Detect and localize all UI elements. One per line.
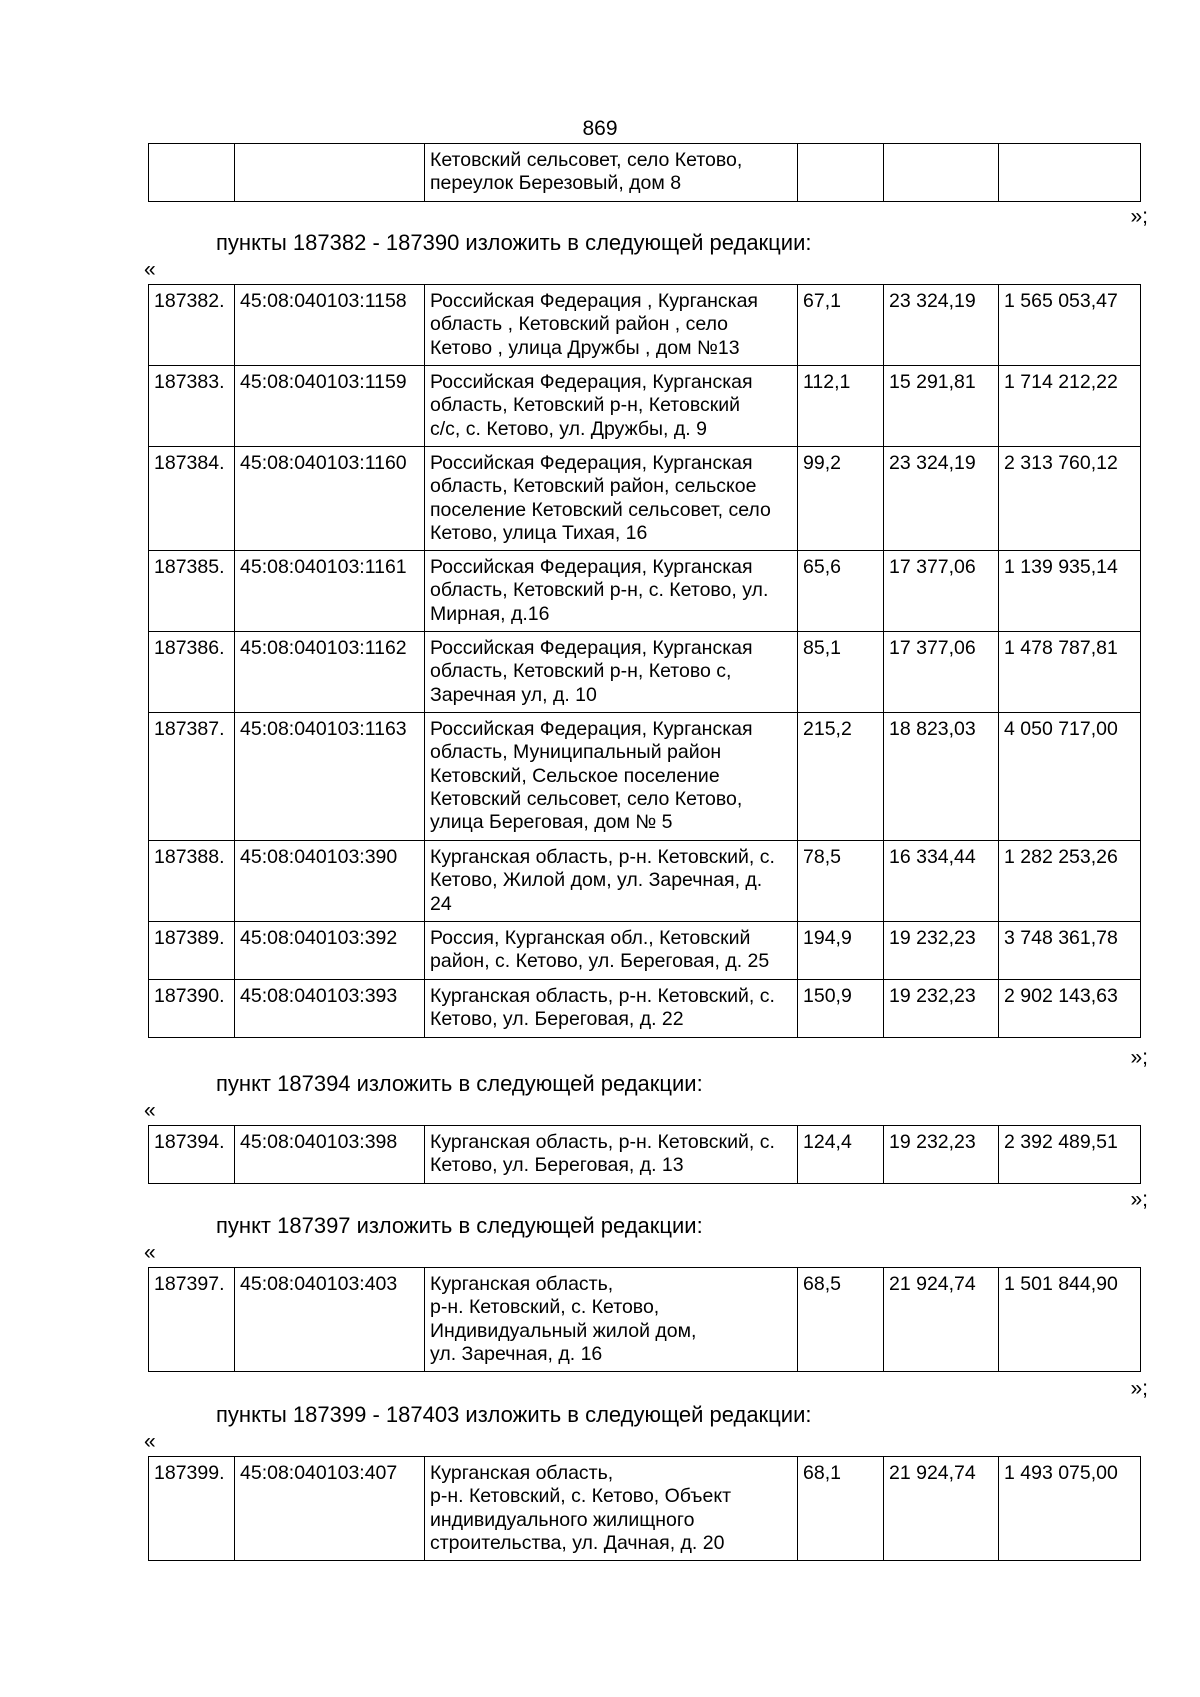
closing-quote: »;	[1130, 1046, 1148, 1069]
cell-cadastral-value	[999, 144, 1141, 202]
table-items-187399-187403	[148, 1456, 1141, 1561]
cell-address: Курганская область, р-н. Кетовский, с. Кетово, Объект индивидуального жилищного строительства, ул. Дачная, д. 20	[425, 1457, 798, 1561]
table-row	[149, 1268, 1141, 1372]
cell-area: 85,1	[798, 632, 884, 713]
cell-item-number: 187387.	[149, 713, 235, 841]
opening-quote: «	[144, 1099, 156, 1122]
cell-item-number: 187386.	[149, 632, 235, 713]
cell-address: Курганская область, р-н. Кетовский, с. Кетово, ул. Береговая, д. 13	[425, 1126, 798, 1184]
cell-unit-value: 17 377,06	[884, 632, 999, 713]
table-row	[149, 285, 1141, 366]
cell-area: 150,9	[798, 980, 884, 1038]
cell-cadastral-value: 1 714 212,22	[999, 366, 1141, 447]
cell-cadastral-value: 1 501 844,90	[999, 1268, 1141, 1372]
closing-quote: »;	[1130, 1188, 1148, 1211]
cell-item-number: 187399.	[149, 1457, 235, 1561]
cell-cadastral-number: 45:08:040103:1161	[235, 551, 425, 632]
cell-cadastral-number: 45:08:040103:1158	[235, 285, 425, 366]
cell-item-number	[149, 144, 235, 202]
cell-item-number: 187382.	[149, 285, 235, 366]
amendment-heading: пункт 187397 изложить в следующей редакции:	[216, 1213, 703, 1238]
cell-address: Курганская область, р-н. Кетовский, с. Кетово, ул. Береговая, д. 22	[425, 980, 798, 1038]
cell-area: 112,1	[798, 366, 884, 447]
cell-cadastral-number: 45:08:040103:1160	[235, 447, 425, 551]
cell-cadastral-value: 1 282 253,26	[999, 841, 1141, 922]
cell-area: 68,5	[798, 1268, 884, 1372]
table-row	[149, 1457, 1141, 1561]
cell-address: Российская Федерация, Курганская область, Муниципальный район Кетовский, Сельское поселение Кетовский сельсовет, село Кетово, улица Береговая, дом № 5	[425, 713, 798, 841]
cell-item-number: 187384.	[149, 447, 235, 551]
cell-cadastral-value: 1 139 935,14	[999, 551, 1141, 632]
cell-address: Российская Федерация, Курганская область, Кетовский р-н, Кетовский с/с, с. Кетово, ул. Дружбы, д. 9	[425, 366, 798, 447]
cell-cadastral-value: 1 493 075,00	[999, 1457, 1141, 1561]
cell-cadastral-number: 45:08:040103:1159	[235, 366, 425, 447]
cell-unit-value: 19 232,23	[884, 980, 999, 1038]
cell-unit-value: 21 924,74	[884, 1457, 999, 1561]
cell-item-number: 187388.	[149, 841, 235, 922]
table-continuation	[148, 143, 1141, 202]
cell-cadastral-value: 4 050 717,00	[999, 713, 1141, 841]
cell-unit-value: 15 291,81	[884, 366, 999, 447]
opening-quote: «	[144, 1241, 156, 1264]
cell-unit-value: 19 232,23	[884, 1126, 999, 1184]
cell-unit-value: 21 924,74	[884, 1268, 999, 1372]
table-item-187394	[148, 1125, 1141, 1184]
cell-address: Курганская область, р-н. Кетовский, с. Кетово, Индивидуальный жилой дом, ул. Заречная, д. 16	[425, 1268, 798, 1372]
table-row	[149, 922, 1141, 980]
cell-item-number: 187385.	[149, 551, 235, 632]
table-row	[149, 366, 1141, 447]
cell-unit-value: 18 823,03	[884, 713, 999, 841]
table-row	[149, 1126, 1141, 1184]
cell-item-number: 187397.	[149, 1268, 235, 1372]
table-row	[149, 841, 1141, 922]
cell-address: Курганская область, р-н. Кетовский, с. Кетово, Жилой дом, ул. Заречная, д. 24	[425, 841, 798, 922]
cell-cadastral-value: 1 478 787,81	[999, 632, 1141, 713]
amendment-heading: пункты 187382 - 187390 изложить в следующей редакции:	[216, 230, 812, 255]
cell-item-number: 187383.	[149, 366, 235, 447]
closing-quote: »;	[1130, 205, 1148, 228]
cell-cadastral-number: 45:08:040103:407	[235, 1457, 425, 1561]
cell-address: Российская Федерация, Курганская область, Кетовский р-н, Кетово с, Заречная ул, д. 10	[425, 632, 798, 713]
closing-quote: »;	[1130, 1377, 1148, 1400]
cell-area: 78,5	[798, 841, 884, 922]
cell-item-number: 187390.	[149, 980, 235, 1038]
cell-unit-value: 23 324,19	[884, 447, 999, 551]
cell-cadastral-number: 45:08:040103:390	[235, 841, 425, 922]
cell-cadastral-number: 45:08:040103:1163	[235, 713, 425, 841]
opening-quote: «	[144, 1430, 156, 1453]
table-row	[149, 980, 1141, 1038]
cell-area: 65,6	[798, 551, 884, 632]
cell-cadastral-value: 2 902 143,63	[999, 980, 1141, 1038]
cell-cadastral-value: 3 748 361,78	[999, 922, 1141, 980]
page-number: 869	[582, 117, 618, 140]
cell-area: 67,1	[798, 285, 884, 366]
cell-area: 124,4	[798, 1126, 884, 1184]
cell-unit-value: 19 232,23	[884, 922, 999, 980]
cell-area	[798, 144, 884, 202]
opening-quote: «	[144, 258, 156, 281]
cell-address: Россия, Курганская обл., Кетовский район, с. Кетово, ул. Береговая, д. 25	[425, 922, 798, 980]
amendment-heading: пункты 187399 - 187403 изложить в следующей редакции:	[216, 1402, 812, 1427]
table-row	[149, 551, 1141, 632]
cell-unit-value	[884, 144, 999, 202]
cell-cadastral-number: 45:08:040103:393	[235, 980, 425, 1038]
cell-area: 68,1	[798, 1457, 884, 1561]
cell-address: Российская Федерация, Курганская область, Кетовский район, сельское поселение Кетовский сельсовет, село Кетово, улица Тихая, 16	[425, 447, 798, 551]
cell-address: Российская Федерация , Курганская область , Кетовский район , село Кетово , улица Дружбы , дом №13	[425, 285, 798, 366]
cell-area: 215,2	[798, 713, 884, 841]
cell-cadastral-value: 2 392 489,51	[999, 1126, 1141, 1184]
table-item-187397	[148, 1267, 1141, 1372]
table-row	[149, 713, 1141, 841]
cell-cadastral-number	[235, 144, 425, 202]
cell-unit-value: 23 324,19	[884, 285, 999, 366]
amendment-heading: пункт 187394 изложить в следующей редакции:	[216, 1071, 703, 1096]
cell-unit-value: 16 334,44	[884, 841, 999, 922]
table-row	[149, 144, 1141, 202]
cell-address: Российская Федерация, Курганская область, Кетовский р-н, с. Кетово, ул. Мирная, д.16	[425, 551, 798, 632]
cell-cadastral-value: 1 565 053,47	[999, 285, 1141, 366]
cell-area: 194,9	[798, 922, 884, 980]
cell-address: Кетовский сельсовет, село Кетово, переулок Березовый, дом 8	[425, 144, 798, 202]
cell-item-number: 187394.	[149, 1126, 235, 1184]
cell-cadastral-number: 45:08:040103:403	[235, 1268, 425, 1372]
cell-unit-value: 17 377,06	[884, 551, 999, 632]
table-row	[149, 447, 1141, 551]
table-items-187382-187390	[148, 284, 1141, 1038]
cell-cadastral-number: 45:08:040103:392	[235, 922, 425, 980]
table-row	[149, 632, 1141, 713]
cell-cadastral-number: 45:08:040103:398	[235, 1126, 425, 1184]
cell-area: 99,2	[798, 447, 884, 551]
cell-item-number: 187389.	[149, 922, 235, 980]
cell-cadastral-value: 2 313 760,12	[999, 447, 1141, 551]
cell-cadastral-number: 45:08:040103:1162	[235, 632, 425, 713]
